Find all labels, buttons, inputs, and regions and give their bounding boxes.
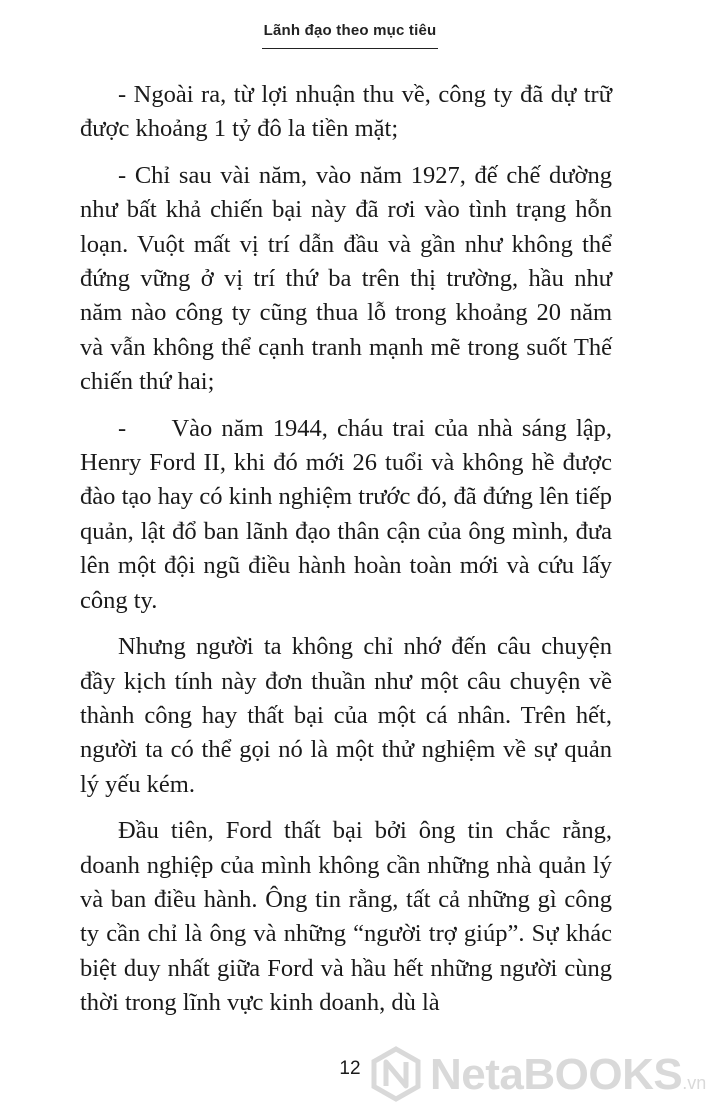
- watermark-tld: .vn: [682, 1073, 706, 1093]
- page-number: 12: [339, 1058, 361, 1079]
- paragraph-5: Đầu tiên, Ford thất bại bởi ông tin chắc rằng, doanh nghiệp của mình không cần những nhà quản lý và ban điều hành. Ông tin rằng, tất cả những gì công ty cần chỉ là ông và những “người trợ giúp”. Sự khác biệt duy nhất giữa Ford và hầu hết những người cùng thời trong lĩnh vực kinh doanh, dù là: [80, 817, 612, 1017]
- paragraph-2: - Chỉ sau vài năm, vào năm 1927, đế chế dường như bất khả chiến bại này đã rơi vào tình trạng hỗn loạn. Vuột mất vị trí dẫn đầu và gần như không thể đứng vững ở vị trí thứ ba trên thị trường, hầu như năm nào công ty cũng thua lỗ trong khoảng 20 năm và vẫn không thể cạnh tranh mạnh mẽ trong suốt Thế chiến thứ hai;: [80, 161, 612, 396]
- neta-hexagon-n-icon: [368, 1046, 424, 1102]
- paragraph-4: Nhưng người ta không chỉ nhớ đến câu chuyện đầy kịch tính này đơn thuần như một câu chuyện về thành công hay thất bại của một cá nhân. Trên hết, người ta có thể gọi nó là một thử nghiệm về sự quản lý yếu kém.: [80, 633, 612, 798]
- running-header-title: Lãnh đạo theo mục tiêu: [263, 22, 437, 39]
- paragraph-1: - Ngoài ra, từ lợi nhuận thu về, công ty đã dự trữ được khoảng 1 tỷ đô la tiền mặt;: [80, 81, 612, 143]
- publisher-watermark: [368, 1040, 706, 1110]
- watermark-brand: [430, 1050, 706, 1100]
- paragraph-3: - Vào năm 1944, cháu trai của nhà sáng lập, Henry Ford II, khi đó mới 26 tuổi và không hề được đào tạo hay có kinh nghiệm trước đó, đã đứng lên tiếp quản, lật đổ ban lãnh đạo thân cận của ông mình, đưa lên một đội ngũ điều hành hoàn toàn mới và cứu lấy công ty.: [80, 414, 619, 614]
- header-underline: [262, 48, 438, 49]
- watermark-brand-name: NetaBOOKS: [430, 1050, 683, 1099]
- body-text: [80, 78, 619, 1033]
